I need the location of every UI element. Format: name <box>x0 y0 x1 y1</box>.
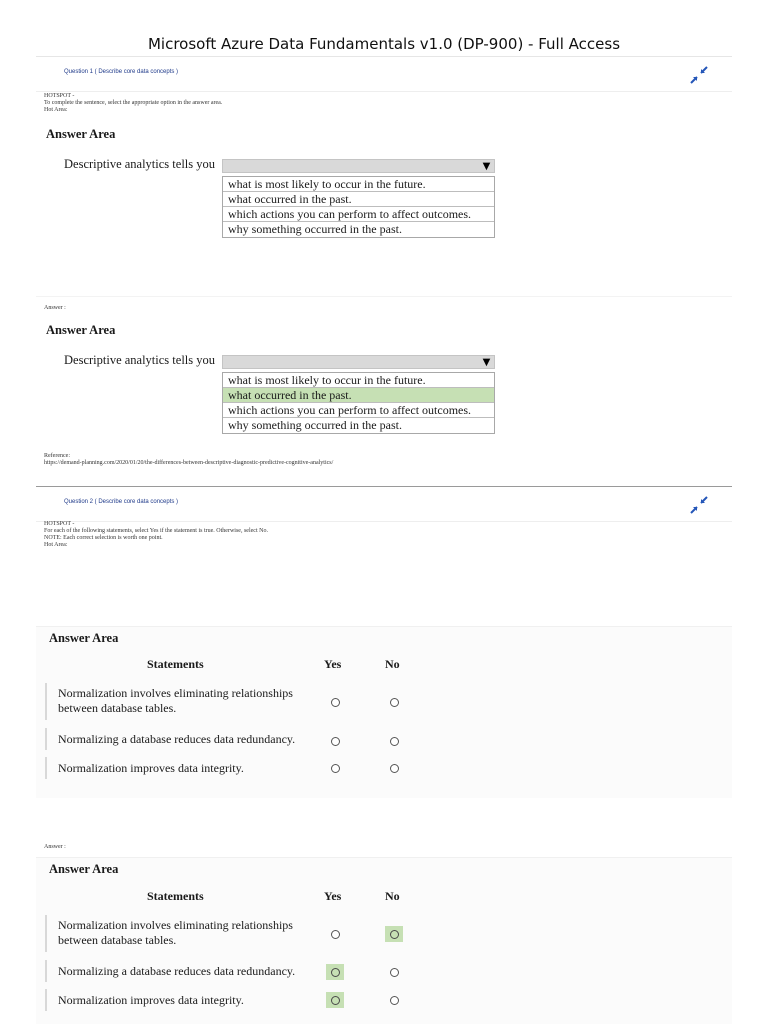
radio-yes <box>326 926 344 942</box>
column-header-statements: Statements <box>147 657 204 671</box>
option-item[interactable]: which actions you can perform to affect outcomes. <box>223 207 494 222</box>
radio-circle-icon <box>331 968 340 977</box>
option-item[interactable]: what occurred in the past. <box>223 192 494 207</box>
radio-circle-icon <box>331 698 340 707</box>
radio-yes[interactable] <box>326 760 344 776</box>
question-2-header[interactable] <box>36 486 732 522</box>
reference <box>44 453 333 467</box>
radio-no[interactable] <box>385 733 403 749</box>
options-list <box>222 176 495 238</box>
row-marker <box>45 683 47 720</box>
statement-text: Normalization improves data integrity. <box>58 761 244 775</box>
radio-no[interactable] <box>385 760 403 776</box>
triangle-down-icon: ▼ <box>482 357 491 368</box>
reference-link[interactable]: https://demand-planning.com/2020/01/20/the-differences-between-descriptive-diagnostic-predictive-cognitive-analytics/ <box>44 460 334 466</box>
statement-line: Normalization involves eliminating relationships <box>58 918 293 932</box>
column-header-no: No <box>385 657 400 671</box>
question-1-intro <box>44 93 222 114</box>
radio-circle-icon <box>331 996 340 1005</box>
radio-yes[interactable] <box>326 733 344 749</box>
option-item-selected: what occurred in the past. <box>223 388 494 403</box>
answer-area-title: Answer Area <box>49 862 119 876</box>
answer-area-title: Answer Area <box>46 127 116 141</box>
intro-line: Hot Area: <box>44 107 68 113</box>
row-marker <box>45 960 47 982</box>
statement-line: between database tables. <box>58 933 177 947</box>
options-dropdown[interactable] <box>222 159 495 173</box>
option-item: which actions you can perform to affect outcomes. <box>223 403 494 418</box>
statement-text: Normalizing a database reduces data redundancy. <box>58 732 296 746</box>
answer-area-title: Answer Area <box>46 323 116 337</box>
option-item: why something occurred in the past. <box>228 418 402 432</box>
intro-line: Hot Area: <box>44 542 68 548</box>
triangle-down-icon: ▼ <box>482 161 491 172</box>
question-2-title: Question 2 ( Describe core data concepts ) <box>64 499 179 505</box>
radio-circle-icon <box>331 737 340 746</box>
answer-label: Answer : <box>44 844 66 850</box>
statement-line: between database tables. <box>58 701 177 715</box>
radio-no <box>385 964 403 980</box>
radio-circle-icon <box>390 968 399 977</box>
statement-text: Normalization improves data integrity. <box>58 993 244 1007</box>
intro-line: NOTE: Each correct selection is worth one point. <box>44 535 163 541</box>
column-header-statements: Statements <box>147 889 204 903</box>
option-item[interactable]: why something occurred in the past. <box>228 222 402 236</box>
radio-no[interactable] <box>385 694 403 710</box>
radio-circle-icon <box>390 737 399 746</box>
radio-circle-icon <box>390 996 399 1005</box>
row-marker <box>45 757 47 779</box>
question-2-intro <box>44 521 268 549</box>
intro-line: HOTSPOT - <box>44 93 75 99</box>
radio-circle-icon <box>390 930 399 939</box>
intro-line: To complete the sentence, select the appropriate option in the answer area. <box>44 100 223 106</box>
radio-no-selected <box>385 926 403 942</box>
radio-circle-icon <box>390 698 399 707</box>
collapse-icon[interactable] <box>690 496 708 514</box>
question-1-title: Question 1 ( Describe core data concepts ) <box>64 69 179 75</box>
sentence-prompt: Descriptive analytics tells you <box>64 353 216 367</box>
page-title: Microsoft Azure Data Fundamentals v1.0 (DP-900) - Full Access <box>147 35 621 53</box>
radio-yes-selected <box>326 964 344 980</box>
column-header-no: No <box>385 889 400 903</box>
column-header-yes: Yes <box>324 657 342 671</box>
options-list-answer <box>222 372 495 434</box>
statement-text <box>58 918 293 948</box>
column-header-yes: Yes <box>324 889 342 903</box>
collapse-icon[interactable] <box>690 66 708 84</box>
statement-line: Normalization involves eliminating relationships <box>58 686 293 700</box>
row-marker <box>45 915 47 952</box>
option-item[interactable]: what is most likely to occur in the future. <box>223 177 494 192</box>
option-item: what is most likely to occur in the future. <box>223 373 494 388</box>
sentence-prompt: Descriptive analytics tells you <box>64 157 216 171</box>
radio-circle-icon <box>390 764 399 773</box>
radio-circle-icon <box>331 764 340 773</box>
statement-text <box>58 686 293 716</box>
radio-yes-selected <box>326 992 344 1008</box>
radio-no <box>385 992 403 1008</box>
answer-area-title: Answer Area <box>49 631 119 645</box>
row-marker <box>45 728 47 750</box>
question-1-header[interactable] <box>36 56 732 92</box>
radio-circle-icon <box>331 930 340 939</box>
answer-label: Answer : <box>44 305 66 311</box>
statement-text: Normalizing a database reduces data redundancy. <box>58 964 296 978</box>
options-dropdown <box>222 355 495 369</box>
radio-yes[interactable] <box>326 694 344 710</box>
intro-line: For each of the following statements, select Yes if the statement is true. Otherwise, select No. <box>44 528 268 534</box>
reference-label: Reference: <box>44 453 70 459</box>
intro-line: HOTSPOT - <box>44 521 75 527</box>
row-marker <box>45 989 47 1011</box>
